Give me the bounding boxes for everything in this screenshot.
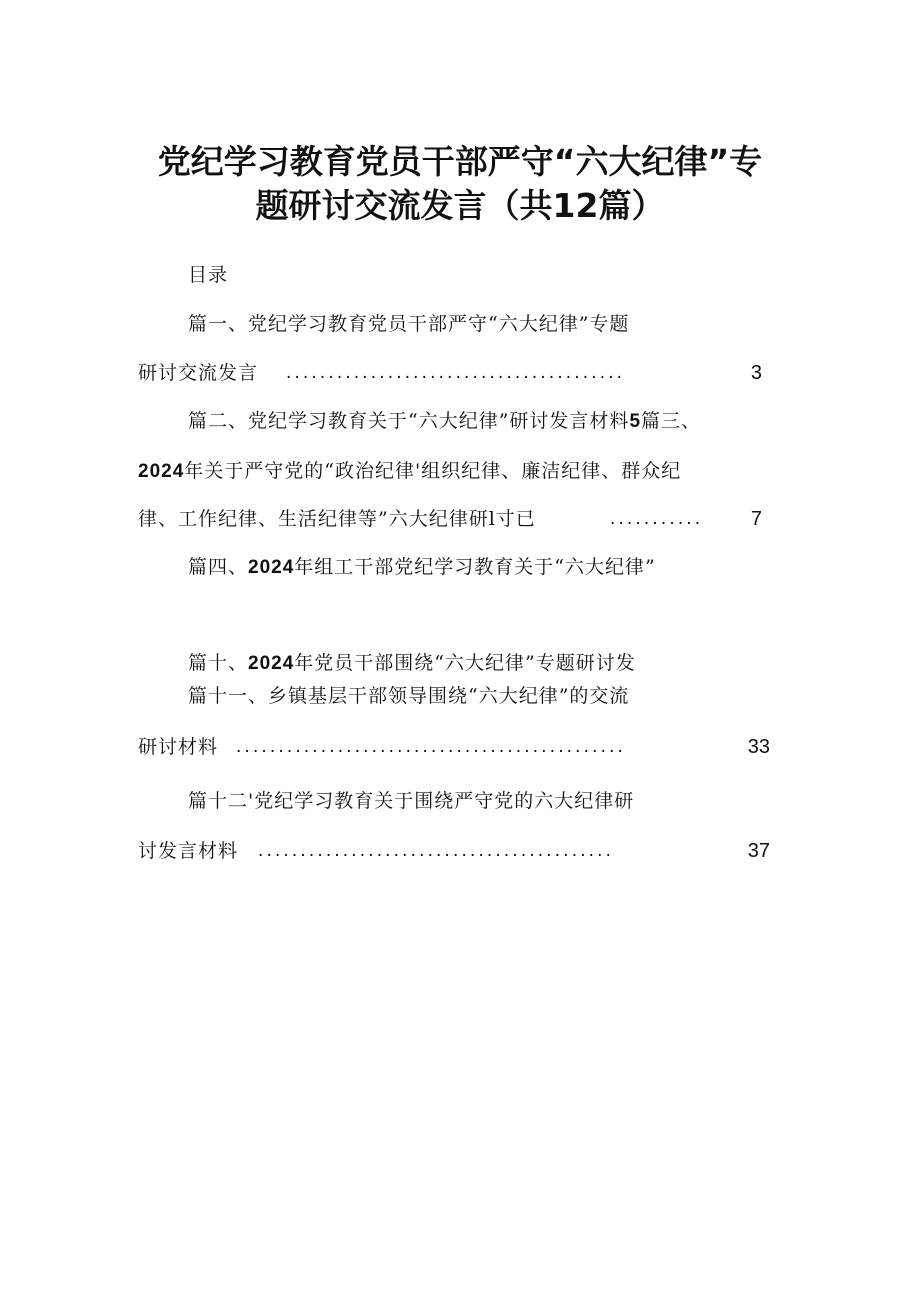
toc-entry-3-year: 2024 — [138, 461, 185, 482]
toc-entry-10-year: 2024 — [248, 653, 295, 674]
toc-entry-3-page-number: 7 — [750, 508, 762, 530]
toc-entry-2-inline-page: 5 — [629, 411, 642, 432]
toc-entry-12-page-number: 37 — [747, 840, 770, 862]
toc-entry-3-leader-dots: ........... — [610, 508, 704, 529]
toc-entry-1-line-2: 研讨交流发言 — [138, 362, 259, 384]
toc-entry-12-line-2: 讨发言材料 — [138, 840, 239, 862]
toc-entry-4-year: 2024 — [248, 557, 295, 578]
toc-entry-3-line-1 — [138, 458, 681, 485]
toc-entry-10-text: 年党员干部围绕“六大纪律”专题研讨发 — [294, 652, 636, 674]
document-title-line-2: 题研讨交流发言（共12篇） — [255, 186, 665, 225]
toc-entry-10 — [188, 650, 636, 677]
toc-entry-11-line-1: 篇十一、乡镇基层干部领导围绕“六大纪律”的交流 — [188, 685, 630, 707]
toc-entry-1-page-number: 3 — [750, 362, 762, 384]
toc-entry-12-leader-dots: .......................................... — [258, 840, 615, 861]
toc-entry-2-line-1-text: 篇二、党纪学习教育关于“六大纪律”研讨发言材料 — [188, 410, 630, 432]
document-title-line-1: 党纪学习教育党员干部严守“六大纪律”专 — [157, 142, 763, 181]
toc-entry-4 — [188, 554, 656, 581]
toc-entry-11-line-2: 研讨材料 — [138, 736, 219, 758]
toc-entry-11-leader-dots: .............................................. — [236, 736, 627, 757]
toc-entry-4-text: 年组工干部党纪学习教育关于“六大纪律” — [294, 556, 656, 578]
toc-entry-3-line-1-text: 年关于严守党的“政治纪律'组织纪律、廉洁纪律、群众纪 — [184, 460, 682, 482]
toc-entry-4-prefix: 篇四、 — [188, 556, 249, 578]
toc-entry-12-line-1: 篇十二'党纪学习教育关于围绕严守党的六大纪律研 — [188, 790, 635, 812]
toc-entry-1-line-1: 篇一、党纪学习教育党员干部严守“六大纪律”专题 — [188, 313, 630, 335]
toc-entry-2-line-1 — [188, 408, 701, 435]
toc-entry-11-page-number: 33 — [747, 736, 770, 758]
toc-entry-1-leader-dots: ........................................ — [286, 362, 626, 383]
toc-entry-3-prefix: 篇三、 — [641, 410, 702, 432]
toc-heading: 目录 — [188, 264, 229, 286]
toc-entry-10-prefix: 篇十、 — [188, 652, 249, 674]
toc-entry-3-line-2: 律、工作纪律、生活纪律等”六大纪律研l寸已 — [138, 508, 536, 530]
